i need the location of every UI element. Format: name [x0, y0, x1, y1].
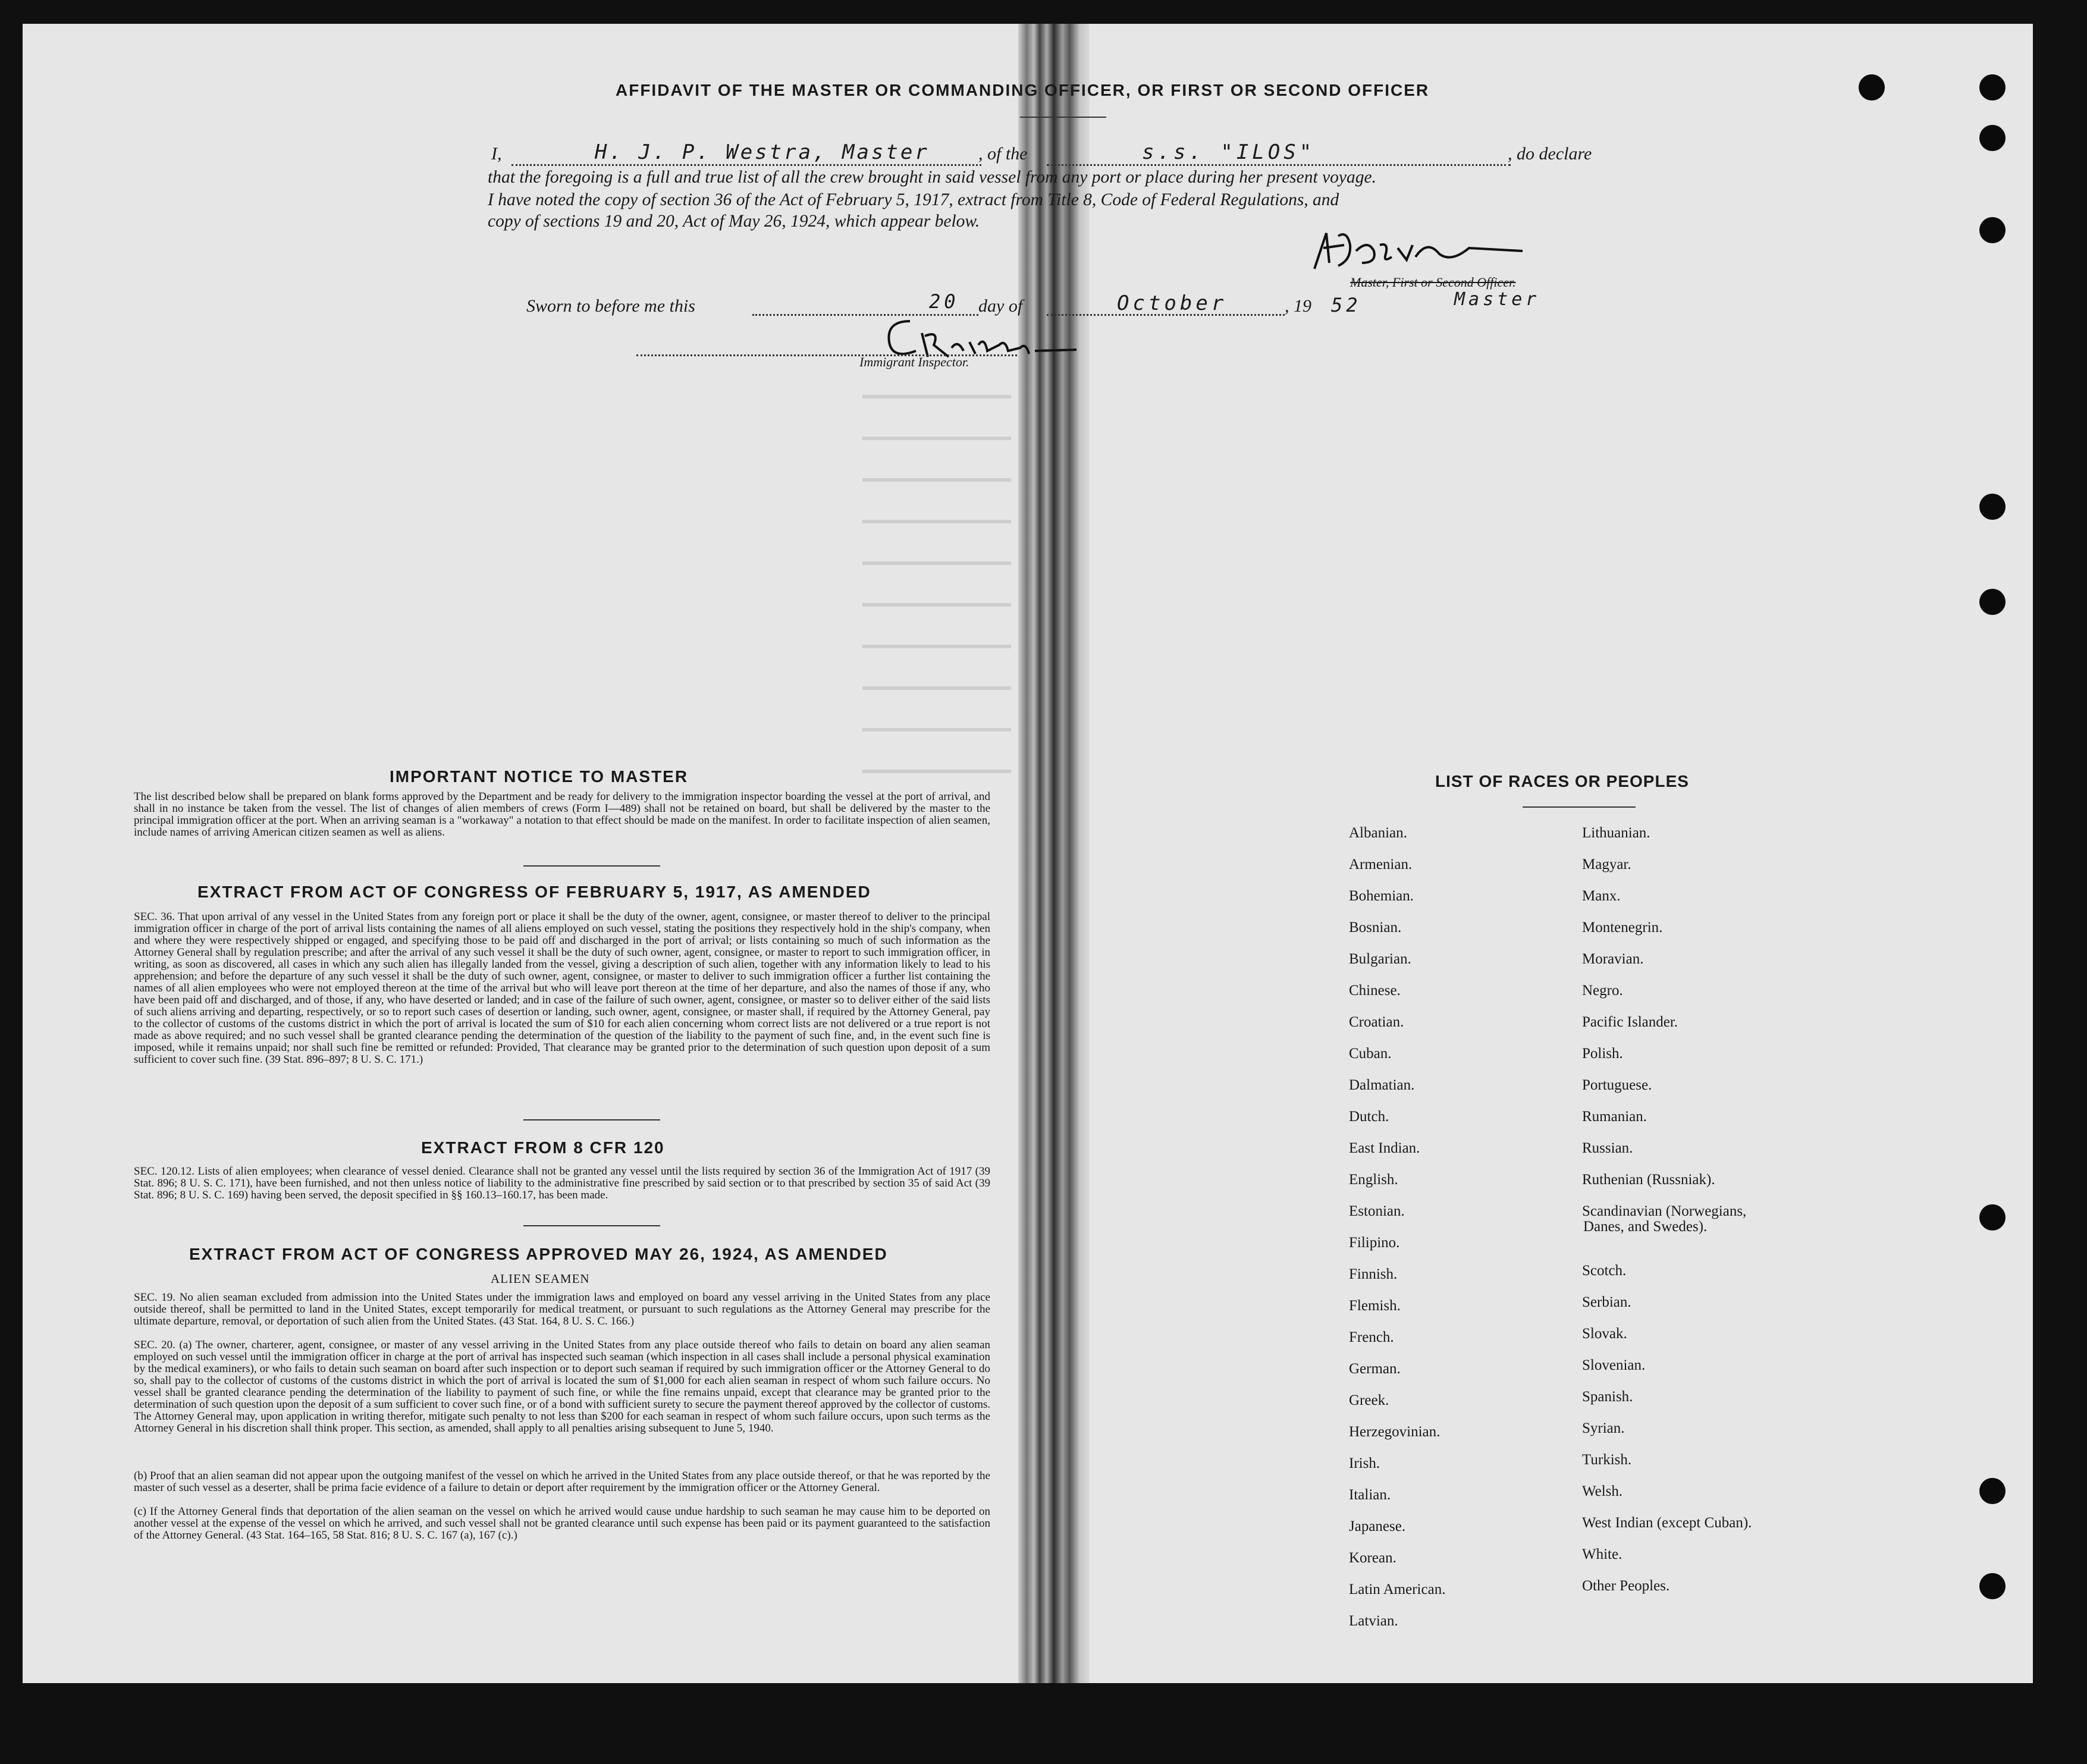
affidavit-line2: that the foregoing is a full and true list of all the crew brought in said vessel from any port or place during her present voyage.: [488, 168, 1376, 187]
race-item: Moravian.: [1582, 951, 1644, 967]
race-item: Russian.: [1582, 1140, 1633, 1156]
punch-hole: [1859, 74, 1885, 101]
race-item: Other Peoples.: [1582, 1578, 1670, 1594]
master-signature: [1303, 221, 1540, 281]
race-item: Syrian.: [1582, 1420, 1625, 1436]
race-item: Dutch.: [1349, 1109, 1389, 1125]
extract1924-subtitle: ALIEN SEAMEN: [491, 1272, 590, 1286]
race-item: Latin American.: [1349, 1581, 1446, 1597]
sec20c-text: (c) If the Attorney General finds that deportation of the alien seaman on the vessel on which he arrived would cause undue hardship to such seaman he may cause him to be deported on another vessel at the expense of the vessel on which he arrived, and such vessel shall not be granted clearance until such expense has been paid or its payment guaranteed to the satisfaction of the Attorney General. (43 Stat. 164–165, 58 Stat. 816; 8 U. S. C. 167 (a), 167 (c).): [134, 1505, 990, 1542]
punch-hole: [1979, 217, 2006, 243]
races-title: LIST OF RACES OR PEOPLES: [1435, 772, 1689, 790]
extract1924-title: EXTRACT FROM ACT OF CONGRESS APPROVED MAY 26, 1924, AS AMENDED: [189, 1245, 888, 1263]
faint-bleed-through: [862, 357, 1011, 773]
vessel-name-handwritten: s.s. "ILOS": [1142, 140, 1316, 164]
race-item: White.: [1582, 1546, 1622, 1562]
affidavit-title: AFFIDAVIT OF THE MASTER OR COMMANDING OFFICER, OR FIRST OR SECOND OFFICER: [616, 81, 1430, 99]
punch-hole: [1979, 1478, 2006, 1504]
vessel-line: [1047, 164, 1511, 166]
race-item: Slovak.: [1582, 1326, 1627, 1342]
affidavit-line4: copy of sections 19 and 20, Act of May 26, 1924, which appear below.: [488, 212, 980, 231]
binding-spine: [1018, 24, 1090, 1683]
race-item: Manx.: [1582, 888, 1621, 904]
inspector-caption: Immigrant Inspector.: [859, 354, 969, 369]
extract1917-text: SEC. 36. That upon arrival of any vessel in the United States from any foreign port or place it shall be the duty of the owner, agent, consignee, or master thereof to deliver to the principal immigration officer in charge of the port of arrival lists containing the names of all aliens employed on such vessel, stating the positions they respectively hold in the ship's company, when and where they were respectively shipped or engaged, and specifying those to be paid off and discharged in the port of arrival; or lists containing so much of such information as the Attorney General shall by regulation prescribe; and after the arrival of any such vessel it shall be the duty of such owner, agent, consignee, or master to report to such immigration officer, in writing, as soon as discovered, all cases in which any such alien has illegally landed from the vessel, giving a description of such alien, together with any information likely to lead to his apprehension; and before the departure of any such vessel it shall be the duty of such owner, agent, consignee, or master to deliver to such immigration officer a further list containing the names of all alien employees who were not employed thereon at the time of the arrival but who will leave port thereon at the time of her departure, and also the names of those if any, who have been paid off and discharged, and of those, if any, who have deserted or landed; and in case of the failure of such owner, agent, consignee, or master so to deliver either of the said lists of such aliens arriving and departing, respectively, or so to report such cases of desertion or landing, such owner, agent, consignee, or master shall, if required by the Attorney General, pay to the collector of customs of the customs district in which the port of arrival is located the sum of $10 for each alien concerning whom correct lists are not delivered or a true report is not made as above required; and no such vessel shall be granted clearance pending the determination of the question of the liability to the payment of such fine, and, in the event such fine is imposed, while it remains unpaid; nor shall such fine be remitted or refunded: Provided, That clearance may be granted prior to the determination of such question upon deposit of a sum sufficient to cover such fine. (39 Stat. 896–897; 8 U. S. C. 171.): [134, 911, 990, 1066]
race-item: Portuguese.: [1582, 1077, 1652, 1093]
punch-hole: [1979, 1573, 2006, 1599]
name-line: [511, 164, 981, 166]
cfr-text: SEC. 120.12. Lists of alien employees; when clearance of vessel denied. Clearance shall not be granted any vessel until the lists required by section 36 of the Immigration Act of 1917 (39 Stat. 896; 8 U. S. C. 171), have been furnished, and not then unless notice of liability to the administrative fine prescribed by said section or to that prescribed by section 35 of said Act (39 Stat. 896; 8 U. S. C. 169) having been served, the deposit specified in §§ 160.13–160.17, has been made.: [134, 1165, 990, 1201]
affidavit-do-declare: , do declare: [1508, 144, 1592, 164]
punch-hole: [1979, 494, 2006, 520]
race-item: Filipino.: [1349, 1235, 1400, 1251]
sec20b-text: (b) Proof that an alien seaman did not appear upon the outgoing manifest of the vessel on which he arrived in the United States from any place outside thereof, or that he was reported by the master of such vessel as a deserter, shall be prima facie evidence of a failure to detain or deport after requirement by the immigration officer or the Attorney General.: [134, 1470, 990, 1494]
sec20-text: SEC. 20. (a) The owner, charterer, agent, consignee, or master of any vessel arriving in the United States from any place outside thereof who fails to detain on board any alien seaman employed on such vessel until the immigration officer in charge at the port of arrival has inspected such seaman (which inspection in all cases shall include a personal physical examination by the medical examiners), or who fails to detain such seaman on board after such inspection or to deport such seaman if required by such immigration officer or the Attorney General to do so, shall pay to the collector of customs of the customs district in which the port of arrival is located the sum of $1,000 for each alien seaman in respect of whom such failure occurs. No vessel shall be granted clearance pending the determination of the liability to payment of such fine, or while the fine remains unpaid, except that clearance may be granted prior to the determination of such question upon the deposit of a sum sufficient to cover such fine, or of a bond with sufficient surety to secure the payment thereof approved by the collector of customs. The Attorney General may, upon application in writing therefor, mitigate such penalty to not less than $200 for each seaman in respect of whom such failure occurs, upon such terms as the Attorney General in his discretion shall think proper. This section, as amended, shall apply to all penalties arising subsequent to June 5, 1940.: [134, 1339, 990, 1435]
race-item: Welsh.: [1582, 1483, 1623, 1499]
divider: [523, 1225, 660, 1226]
race-item: Negro.: [1582, 983, 1623, 999]
punch-hole: [1979, 74, 2006, 101]
affidavit-line3: I have noted the copy of section 36 of the Act of February 5, 1917, extract from Title 8, Code of Federal Regulations, and: [488, 190, 1339, 209]
race-item: Danes, and Swedes).: [1583, 1219, 1708, 1235]
race-item: Ruthenian (Russniak).: [1582, 1172, 1715, 1188]
race-item: Pacific Islander.: [1582, 1014, 1678, 1030]
race-item: Herzegovinian.: [1349, 1424, 1440, 1440]
day-of-text: day of: [978, 296, 1023, 316]
race-item: German.: [1349, 1361, 1401, 1377]
divider: [1523, 806, 1636, 808]
divider: [523, 865, 660, 867]
sworn-text: Sworn to before me this: [526, 296, 695, 316]
year-suffix: 52: [1331, 294, 1361, 316]
sworn-day: 20: [929, 290, 959, 313]
race-item: Greek.: [1349, 1392, 1389, 1408]
race-item: Irish.: [1349, 1455, 1380, 1471]
cfr-title: EXTRACT FROM 8 CFR 120: [421, 1138, 665, 1157]
race-item: Croatian.: [1349, 1014, 1404, 1030]
race-item: Magyar.: [1582, 856, 1631, 872]
sec19-text: SEC. 19. No alien seaman excluded from admission into the United States under the immigration laws and employed on board any vessel arriving in the United States from any place outside thereof, shall be permitted to land in the United States, except temporarily for medical treatment, or pursuant to such regulations as the Attorney General may prescribe for the ultimate departure, removal, or deportation of such alien from the United States. (43 Stat. 164, 8 U. S. C. 166.): [134, 1291, 990, 1327]
race-item: Korean.: [1349, 1550, 1396, 1566]
affidavit-i: I,: [491, 144, 502, 164]
race-item: East Indian.: [1349, 1140, 1420, 1156]
race-item: Bulgarian.: [1349, 951, 1411, 967]
notice-title: IMPORTANT NOTICE TO MASTER: [390, 767, 689, 786]
race-item: Japanese.: [1349, 1518, 1406, 1534]
divider: [523, 1119, 660, 1120]
master-handwritten: Master: [1454, 289, 1540, 310]
punch-hole: [1979, 125, 2006, 151]
race-item: Spanish.: [1582, 1389, 1633, 1405]
affidavit-of-the: , of the: [978, 144, 1028, 164]
master-name-handwritten: H. J. P. Westra, Master: [595, 140, 930, 164]
master-caption: [1350, 275, 1516, 290]
race-item: West Indian (except Cuban).: [1582, 1515, 1752, 1531]
race-item: Lithuanian.: [1582, 825, 1650, 841]
race-item: Armenian.: [1349, 856, 1413, 872]
year-prefix: , 19: [1285, 296, 1311, 316]
race-item: French.: [1349, 1329, 1394, 1345]
race-item: Bohemian.: [1349, 888, 1414, 904]
race-item: Flemish.: [1349, 1298, 1401, 1314]
title-underline: [1020, 117, 1106, 118]
race-item: Finnish.: [1349, 1266, 1398, 1282]
master-caption-text: Master, First or Second Officer.: [1350, 275, 1516, 290]
race-item: Rumanian.: [1582, 1109, 1647, 1125]
race-item: Italian.: [1349, 1487, 1391, 1503]
race-item: Montenegrin.: [1582, 919, 1663, 936]
race-item: Albanian.: [1349, 825, 1407, 841]
extract1917-title: EXTRACT FROM ACT OF CONGRESS OF FEBRUARY 5, 1917, AS AMENDED: [197, 883, 871, 901]
punch-hole: [1979, 1204, 2006, 1231]
race-item: Bosnian.: [1349, 919, 1402, 936]
race-item: Scandinavian (Norwegians,: [1582, 1203, 1747, 1219]
race-item: Dalmatian.: [1349, 1077, 1415, 1093]
punch-hole: [1979, 589, 2006, 615]
race-item: Polish.: [1582, 1046, 1623, 1062]
notice-text: The list described below shall be prepared on blank forms approved by the Department and be ready for delivery to the immigration inspector boarding the vessel at the port of arrival, and shall in no instance be taken from the vessel. The list of changes of alien members of crews (Form I—489) shall not be retained on board, but shall be delivered by the master to the principal immigration officer at the port. When an arriving seaman is a "workaway" a notation to that effect should be made on the manifest. In order to facilitate inspection of alien seamen, include names of arriving American citizen seamen as well as aliens.: [134, 790, 990, 839]
race-item: Chinese.: [1349, 983, 1401, 999]
race-item: Estonian.: [1349, 1203, 1405, 1219]
race-item: Latvian.: [1349, 1613, 1398, 1629]
sworn-month: October: [1117, 291, 1228, 315]
race-item: Turkish.: [1582, 1452, 1632, 1468]
race-item: Slovenian.: [1582, 1357, 1646, 1373]
race-item: Scotch.: [1582, 1263, 1627, 1279]
race-item: Cuban.: [1349, 1046, 1392, 1062]
race-item: Serbian.: [1582, 1294, 1631, 1310]
race-item: English.: [1349, 1172, 1398, 1188]
